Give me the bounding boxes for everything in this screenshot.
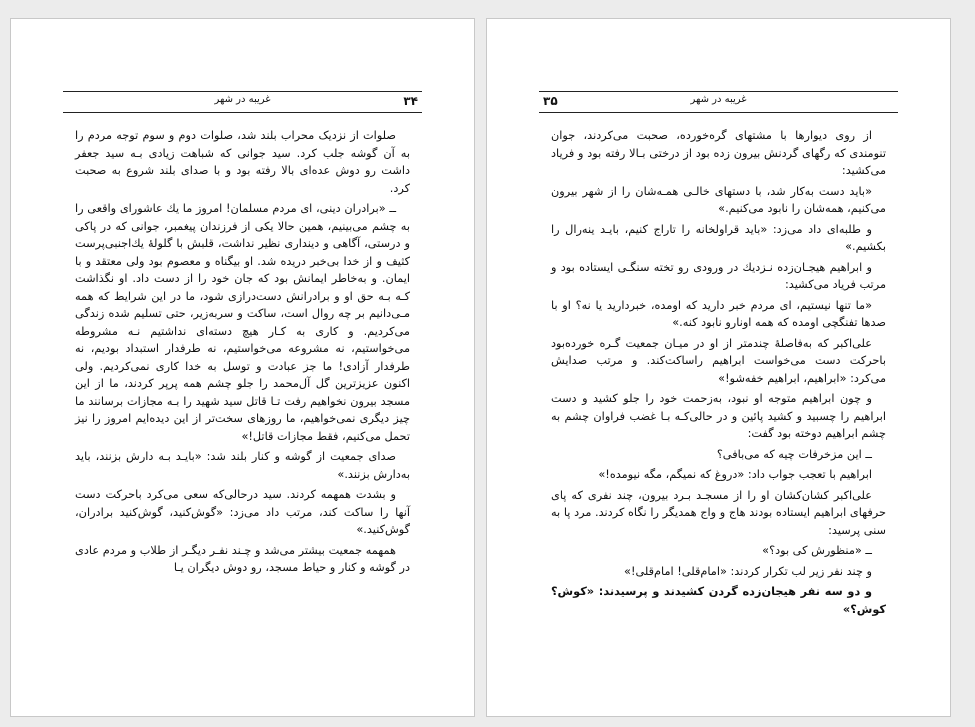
paragraph: صدای جمعیت از گوشه و کنار بلند شد: «بایـد بـه دارش بزنند، باید به‌دارش بزنند.» (75, 450, 410, 481)
paragraph: علی‌اکبر کشان‌کشان او را از مسجـد بـرد بیرون، چند نفری که پای حرفهای ابراهیم ایستاده بودند هاج و واج همدیگر را نگاه کردند. مرد پا به سنی پرسید: (551, 488, 886, 537)
paragraph: صلوات از نزدیک محراب بلند شد، صلوات دوم و سوم توجه مردم را به آن گوشه جلب کرد. سید جوانی که شباهت زیادی بـه سید جعفر داشت رو دوش عده‌ای بالا رفته بود و با صدای بلند شروع به صحبت کرد. (75, 129, 410, 195)
page-number: ۳۴ (403, 94, 418, 108)
running-header (63, 91, 422, 113)
page-body (551, 127, 886, 621)
paragraph: ابراهیم با تعجب جواب داد: «دروغ که نمیگم، مگه نیومده!» (598, 468, 872, 481)
paragraph: علی‌اکبر که به‌فاصلهٔ چندمتر از او در میـان جمعیت گـره خورده‌بود باحرکت دست می‌خواست ابراهیم راساکت‌کند. و مرتب صدایش می‌کرد: «ابراهیم، ابراهیم خفه‌شو!» (551, 336, 886, 385)
paragraph: و دو سه نفر هیجان‌زده گردن کشیدند و پرسیدند: «کوش؟ کوش؟» (551, 585, 886, 616)
left-page (10, 18, 475, 717)
paragraph: ــ «برادران دینی، ای مردم مسلمان! امروز ما یك عاشورای واقعی را به چشم می‌بینیم، همین حالا یکی از فرزندان پیغمبر، جوانی که در پاکی و درستی، آگاهی و دینداری نظیر نداشت، قلبش با گلولهٔ یك‌اجنبی‌پرست کثیف و از خدا بی‌خبر دریده شد. او بیگناه و معصوم بود ولی معتقد و با ایمان. و به‌خاطر ایمانش بود که جان خود را از دست داد. او نگذاشت کـه بـه حق او و برادرانش دست‌درازی شود، ما در این شرایط که همه مـی‌دانیم بر چه روال است، ساکت و سربه‌زیر، حتی تسلیم شده زندگی می‌کردیم. و کاری به کـار هیچ دسته‌ای نداشتیم نـه مشروطه می‌خواستیم، نه مشروعه می‌خواستیم، نه طرفدار استبداد بودیم، نه طرفدار آزادی! ما جز عبادت و توسل به خدا کاری نمی‌کردیم. ولی اکنون عزیزترین گل آل‌محمد را جلو چشم همه پرپر کردند، ما از این مسجد بیرون نخواهیم رفت تـا قاتل سید شهید را بـه مجازات برسانند ما چیز دیگری نمی‌خواهیم، ما روزهای سخت‌تر از این دیده‌ایم امروز را نیز تحمل می‌کنیم، فقط مجازات قاتل!» (75, 202, 410, 443)
page-body (75, 127, 410, 580)
paragraph: «باید دست به‌کار شد، با دستهای خالـی همـه‌شان را از شهر بیرون می‌کنیم، همه‌شان را نابود می‌کنیم.» (551, 184, 886, 215)
paragraph: و بشدت همهمه کردند. سید درحالی‌که سعی می‌کرد باحرکت دست آنها را ساکت کند، مرتب داد می‌زد: «گوش‌کنید، گوش‌کنید برادران، گوش‌کنید.» (75, 488, 410, 536)
header-title: غریبه در شهر (690, 94, 747, 105)
paragraph: و ابراهیم هیجـان‌زده نـزدیك در ورودی رو تخته سنگـی ایستاده بود و مرتب فریاد می‌کشید: (551, 260, 886, 291)
paragraph: و طلبه‌ای داد می‌زد: «باید قراولخانه را تاراج کنیم، بایـد ینه‌رال را بکشیم.» (551, 222, 886, 253)
header-title: غریبه در شهر (214, 94, 271, 105)
paragraph: و چند نفر زیر لب تکرار کردند: «امام‌قلی! امام‌قلی!» (624, 564, 872, 578)
paragraph: همهمه جمعیت بیشتر می‌شد و چـند نفـر دیگـر از طلاب و مردم عادی در گوشه و کنار و حیاط مسجد، رو دوش دیگران یـا (75, 543, 410, 574)
paragraph: و چون ابراهیم متوجه او نبود، به‌زحمت خود را جلو کشید و دست ابراهیم را چسبید و کشید پائین و در حالی‌کـه بـا غضب فراوان چشم به چشم ابراهیم دوخته بود گفت: (551, 392, 886, 440)
page-number: ۳۵ (543, 94, 558, 108)
right-page (486, 18, 951, 717)
paragraph: ــ «منظورش کی بود؟» (762, 544, 872, 557)
paragraph: ــ این مزخرفات چیه که می‌بافی؟ (716, 447, 872, 461)
paragraph: «ما تنها نیستیم، ای مردم خبر دارید که اومده، خبردارید یا نه؟ او با صدها تفنگچی اومده که همه اونارو نابود کنه.» (551, 298, 886, 329)
paragraph: از روی دیوارها با مشتهای گره‌خورده، صحبت می‌کردند، جوان تنومندی که رگهای گردنش بیرون زده بود از درختی بـالا رفته بود و فریاد می‌کشید: (551, 129, 886, 177)
running-header (539, 91, 898, 113)
